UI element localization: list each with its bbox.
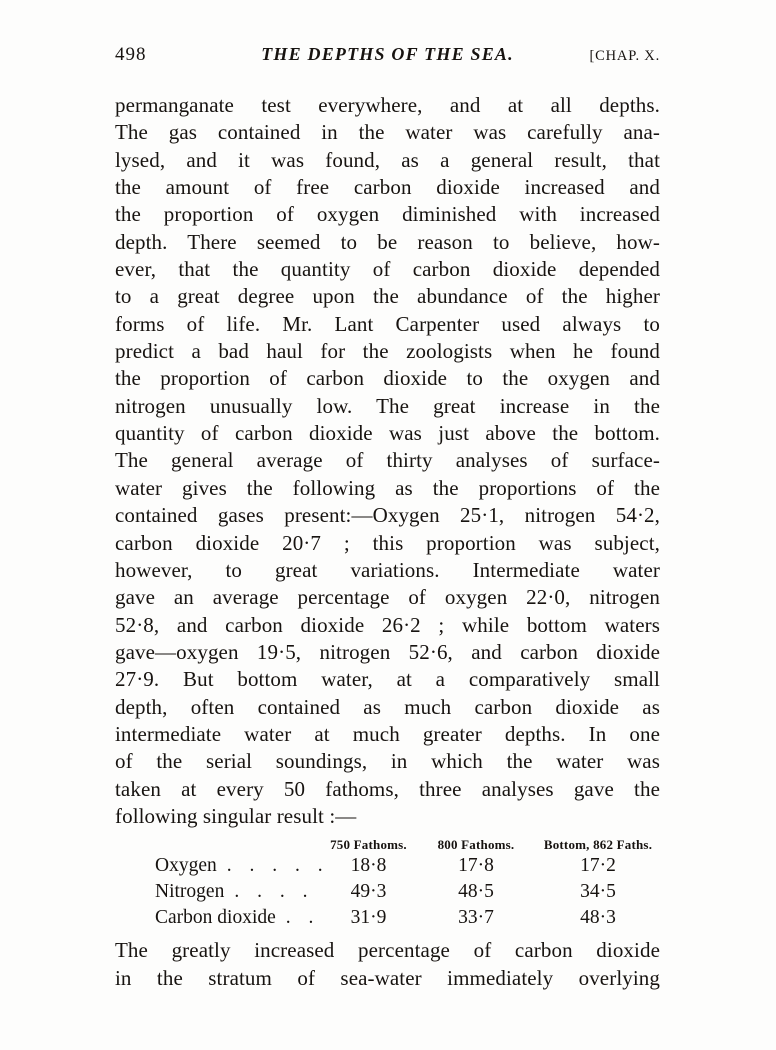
text-line: following singular result :— — [115, 803, 357, 828]
text-line: gave—oxygen 19·5, nitrogen 52·6, and carbon dioxide — [115, 639, 660, 664]
row-label: Nitrogen — [155, 881, 225, 903]
text-line: in the stratum of sea-water immediately overlying — [115, 965, 660, 990]
text-line: the proportion of carbon dioxide to the oxygen and — [115, 366, 660, 391]
text-line: predict a bad haul for the zoologists when he found — [115, 339, 660, 364]
text-line: of the serial soundings, in which the water was — [115, 749, 660, 774]
text-line: depth, often contained as much carbon dioxide as — [115, 694, 660, 719]
text-line: lysed, and it was found, as a general result, that — [115, 147, 660, 172]
table-header-row — [155, 836, 655, 853]
dot-leader: . . . . . — [226, 855, 323, 877]
text-line: carbon dioxide 20·7 ; this proportion was subject, — [115, 530, 660, 555]
cell-value: 17·2 — [580, 855, 616, 877]
text-line: The greatly increased percentage of carbon dioxide — [115, 938, 660, 963]
text-line: depth. There seemed to be reason to believe, how- — [115, 229, 660, 254]
column-header-bottom: Bottom, 862 Faths. — [543, 837, 653, 853]
text-line: forms of life. Mr. Lant Carpenter used always to — [115, 311, 660, 336]
text-line: 52·8, and carbon dioxide 26·2 ; while bottom waters — [115, 612, 660, 637]
text-line: contained gases present:—Oxygen 25·1, nitrogen 54·2, — [115, 503, 660, 528]
running-head — [115, 44, 660, 68]
cell-value: 48·3 — [580, 907, 616, 929]
text-line: the proportion of oxygen diminished with increased — [115, 202, 660, 227]
table-body — [155, 853, 655, 931]
text-line: taken at every 50 fathoms, three analyses gave the — [115, 776, 660, 801]
cell-value: 17·8 — [458, 855, 494, 877]
paragraph-2 — [115, 937, 660, 992]
text-line: permanganate test everywhere, and at all depths. — [115, 93, 660, 117]
chapter-label: [CHAP. X. — [589, 48, 660, 64]
row-label-cell — [155, 879, 327, 905]
cell-value: 34·5 — [580, 881, 616, 903]
column-header-750-fathoms: 750 Fathoms. — [330, 837, 407, 853]
text-line: The general average of thirty analyses of surface- — [115, 448, 660, 473]
text-line: the amount of free carbon dioxide increased and — [115, 175, 660, 200]
empty-header-cell — [155, 836, 327, 853]
text-line: nitrogen unusually low. The great increase in the — [115, 393, 660, 418]
cell-value: 31·9 — [350, 907, 387, 929]
cell-value: 33·7 — [458, 907, 494, 929]
text-line: to a great degree upon the abundance of the higher — [115, 284, 660, 309]
text-line: 27·9. But bottom water, at a comparatively small — [115, 667, 660, 692]
text-line: intermediate water at much greater depths. In one — [115, 721, 660, 746]
text-line: gave an average percentage of oxygen 22·0, nitrogen — [115, 585, 660, 610]
page-number: 498 — [115, 44, 147, 65]
dot-leader: . . — [285, 907, 314, 929]
table-row — [155, 905, 655, 931]
analysis-table — [155, 836, 655, 931]
text-line: ever, that the quantity of carbon dioxide depended — [115, 257, 660, 282]
text-line: however, to great variations. Intermediate water — [115, 557, 660, 582]
cell-value: 48·5 — [458, 881, 494, 903]
table-row — [155, 853, 655, 879]
cell-value: 18·8 — [350, 855, 387, 877]
row-label-cell — [155, 853, 327, 879]
text-line: quantity of carbon dioxide was just above the bottom. — [115, 421, 660, 446]
text-line: water gives the following as the proportions of the — [115, 475, 660, 500]
table-row — [155, 879, 655, 905]
cell-value: 49·3 — [350, 881, 387, 903]
running-title: THE DEPTHS OF THE SEA. — [261, 44, 514, 64]
row-label: Carbon dioxide — [155, 907, 276, 929]
dot-leader: . . . . — [234, 881, 308, 903]
column-header-800-fathoms: 800 Fathoms. — [437, 837, 515, 853]
row-label-cell — [155, 905, 327, 931]
paragraph-1 — [115, 92, 660, 830]
text-line: The gas contained in the water was carefully ana- — [115, 120, 660, 145]
row-label: Oxygen — [155, 855, 217, 877]
